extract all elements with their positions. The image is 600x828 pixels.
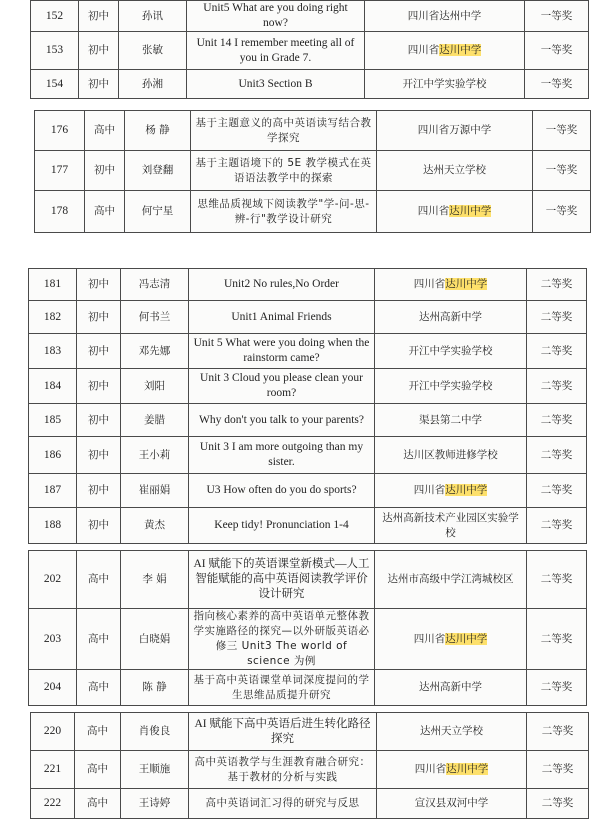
award-level: 二等奖 [527,751,589,789]
school-level: 初中 [77,334,121,369]
award-level: 二等奖 [527,508,587,544]
school-level: 高中 [85,111,125,151]
school-name [375,508,527,544]
row-number: 182 [29,301,77,334]
school-name-text: 达川区教师进修学校 [403,448,498,461]
row-number: 152 [31,1,79,32]
table-row [29,269,587,301]
school-name-text: 四川省 [413,484,446,496]
school-name-text: 达州高新技术产业园区实验学校 [382,511,519,539]
school-name [375,404,527,437]
lesson-topic: Unit 3 I am more outgoing than my sister. [189,437,375,474]
award-level: 二等奖 [527,713,589,751]
lesson-topic: AI 赋能下高中英语后进生转化路径探究 [189,713,377,751]
school-name-text: 开江中学实验学校 [408,379,493,392]
table-row [35,191,591,233]
row-number: 187 [29,474,77,508]
lesson-topic: 基于主题语境下的 5E 教学模式在英语语法教学中的探索 [191,151,377,191]
teacher-name: 张敏 [119,32,187,70]
table-row [29,437,587,474]
row-number: 178 [35,191,85,233]
award-table [28,268,587,544]
school-level: 初中 [77,508,121,544]
school-level: 初中 [77,369,121,404]
school-level: 初中 [77,301,121,334]
teacher-name: 陈 静 [121,670,189,706]
award-table [34,110,591,233]
lesson-topic: Unit 14 I remember meeting all of you in Grade 7. [187,32,365,70]
table-row [29,508,587,544]
row-number: 153 [31,32,79,70]
row-number: 203 [29,609,77,670]
lesson-topic: U3 How often do you do sports? [189,474,375,508]
table-row [29,334,587,369]
lesson-topic: Unit2 No rules,No Order [189,269,375,301]
table-row [31,789,589,819]
table-row [31,70,589,99]
school-name-text: 四川省达州中学 [407,9,482,22]
table-row [31,1,589,32]
award-table-fragment [30,712,588,819]
lesson-topic: Unit1 Animal Friends [189,301,375,334]
table-row [29,404,587,437]
award-table [30,712,589,819]
teacher-name: 李 娟 [121,551,189,609]
teacher-name: 刘登翻 [125,151,191,191]
award-table-fragment [30,0,588,99]
table-row [35,151,591,191]
award-level: 一等奖 [525,32,589,70]
highlighted-school-text: 达川中学 [446,763,489,775]
teacher-name: 邓先娜 [121,334,189,369]
school-name [377,151,533,191]
lesson-topic: 思维品质视域下阅读教学"学-问-思-辨-行"教学设计研究 [191,191,377,233]
award-table [30,0,589,99]
school-level: 高中 [75,713,121,751]
award-level: 二等奖 [527,789,589,819]
award-level: 一等奖 [525,70,589,99]
school-level: 高中 [77,609,121,670]
lesson-topic: 基于主题意义的高中英语读写结合教学探究 [191,111,377,151]
school-name [375,474,527,508]
school-name [375,269,527,301]
school-name [375,301,527,334]
lesson-topic: Unit5 What are you doing right now? [187,1,365,32]
row-number: 184 [29,369,77,404]
row-number: 220 [31,713,75,751]
school-name-text: 达州高新中学 [419,310,482,323]
award-level: 二等奖 [527,551,587,609]
school-name [377,713,527,751]
school-name-text: 四川省万源中学 [417,124,492,136]
school-name-text: 开江中学实验学校 [408,344,493,357]
highlighted-school-text: 达川中学 [449,205,492,217]
award-table [28,550,587,706]
school-name-text: 达州天立学校 [423,164,486,176]
table-row [31,32,589,70]
highlighted-school-text: 达川中学 [445,484,488,496]
table-row [29,369,587,404]
award-table-fragment [28,268,586,544]
school-level: 初中 [77,269,121,301]
lesson-topic: Unit 5 What were you doing when the rainstorm came? [189,334,375,369]
row-number: 186 [29,437,77,474]
row-number: 221 [31,751,75,789]
school-name-text: 四川省 [407,44,440,56]
row-number: 176 [35,111,85,151]
teacher-name: 王诗婷 [121,789,189,819]
lesson-topic: 高中英语教学与生涯教育融合研究：基于教材的分析与实践 [189,751,377,789]
school-name-text: 四川省 [413,278,446,290]
school-level: 高中 [85,191,125,233]
row-number: 181 [29,269,77,301]
school-name-text: 达州市高级中学江湾城校区 [387,573,514,585]
school-name [365,1,525,32]
school-name-text: 宣汉县双河中学 [414,797,489,809]
school-name [375,670,527,706]
teacher-name: 姜腊 [121,404,189,437]
row-number: 177 [35,151,85,191]
award-level: 二等奖 [527,670,587,706]
teacher-name: 刘阳 [121,369,189,404]
lesson-topic: 指向核心素养的高中英语单元整体教学实施路径的探究—以外研版英语必修三 Unit3 The world of science 为例 [189,609,375,670]
school-name-text: 四川省 [413,632,446,645]
highlighted-school-text: 达川中学 [439,44,482,56]
row-number: 183 [29,334,77,369]
teacher-name: 何宁星 [125,191,191,233]
award-table-fragment [28,550,586,706]
school-level: 初中 [85,151,125,191]
school-name-text: 达州高新中学 [419,681,482,693]
teacher-name: 肖俊良 [121,713,189,751]
teacher-name: 白晓娟 [121,609,189,670]
school-level: 初中 [77,474,121,508]
school-name [375,334,527,369]
highlighted-school-text: 达川中学 [445,278,488,290]
row-number: 188 [29,508,77,544]
school-level: 初中 [77,437,121,474]
award-level: 一等奖 [533,151,591,191]
award-level: 二等奖 [527,474,587,508]
lesson-topic: Unit 3 Cloud you please clean your room? [189,369,375,404]
table-row [35,111,591,151]
school-level: 初中 [79,70,119,99]
table-row [31,713,589,751]
award-level: 一等奖 [533,111,591,151]
lesson-topic: Unit3 Section B [187,70,365,99]
teacher-name: 杨 静 [125,111,191,151]
teacher-name: 王小莉 [121,437,189,474]
school-name-text: 四川省 [417,205,450,217]
school-name-text: 渠县第二中学 [419,413,482,426]
award-level: 二等奖 [527,301,587,334]
school-name [375,609,527,670]
school-name [377,191,533,233]
award-level: 二等奖 [527,437,587,474]
school-name [377,751,527,789]
teacher-name: 王顺施 [121,751,189,789]
school-name-text: 达州天立学校 [420,725,483,737]
teacher-name: 黄杰 [121,508,189,544]
school-name-text: 开江中学实验学校 [402,77,487,90]
teacher-name: 何书兰 [121,301,189,334]
teacher-name: 崔丽娟 [121,474,189,508]
school-name [375,437,527,474]
school-name [365,32,525,70]
award-level: 二等奖 [527,369,587,404]
teacher-name: 冯志清 [121,269,189,301]
school-name [375,369,527,404]
lesson-topic: Keep tidy! Pronunciation 1-4 [189,508,375,544]
award-level: 一等奖 [525,1,589,32]
school-level: 初中 [79,1,119,32]
school-level: 初中 [77,404,121,437]
school-level: 高中 [75,751,121,789]
lesson-topic: 高中英语词汇习得的研究与反思 [189,789,377,819]
school-level: 初中 [79,32,119,70]
highlighted-school-text: 达川中学 [445,632,488,645]
row-number: 185 [29,404,77,437]
table-row [29,670,587,706]
row-number: 222 [31,789,75,819]
row-number: 202 [29,551,77,609]
award-level: 二等奖 [527,269,587,301]
table-row [29,609,587,670]
school-level: 高中 [75,789,121,819]
school-name [375,551,527,609]
school-level: 高中 [77,670,121,706]
school-level: 高中 [77,551,121,609]
lesson-topic: Why don't you talk to your parents? [189,404,375,437]
row-number: 204 [29,670,77,706]
award-level: 二等奖 [527,609,587,670]
award-level: 二等奖 [527,334,587,369]
school-name [365,70,525,99]
table-row [29,474,587,508]
table-row [31,751,589,789]
lesson-topic: 基于高中英语课堂单词深度提问的学生思维品质提升研究 [189,670,375,706]
award-level: 一等奖 [533,191,591,233]
award-table-fragment [34,110,590,233]
award-level: 二等奖 [527,404,587,437]
table-row [29,301,587,334]
teacher-name: 孙讯 [119,1,187,32]
row-number: 154 [31,70,79,99]
school-name [377,789,527,819]
school-name-text: 四川省 [414,763,447,775]
table-row [29,551,587,609]
lesson-topic: AI 赋能下的英语课堂新模式—人工智能赋能的高中英语阅读教学评价设计研究 [189,551,375,609]
teacher-name: 孙湘 [119,70,187,99]
school-name [377,111,533,151]
